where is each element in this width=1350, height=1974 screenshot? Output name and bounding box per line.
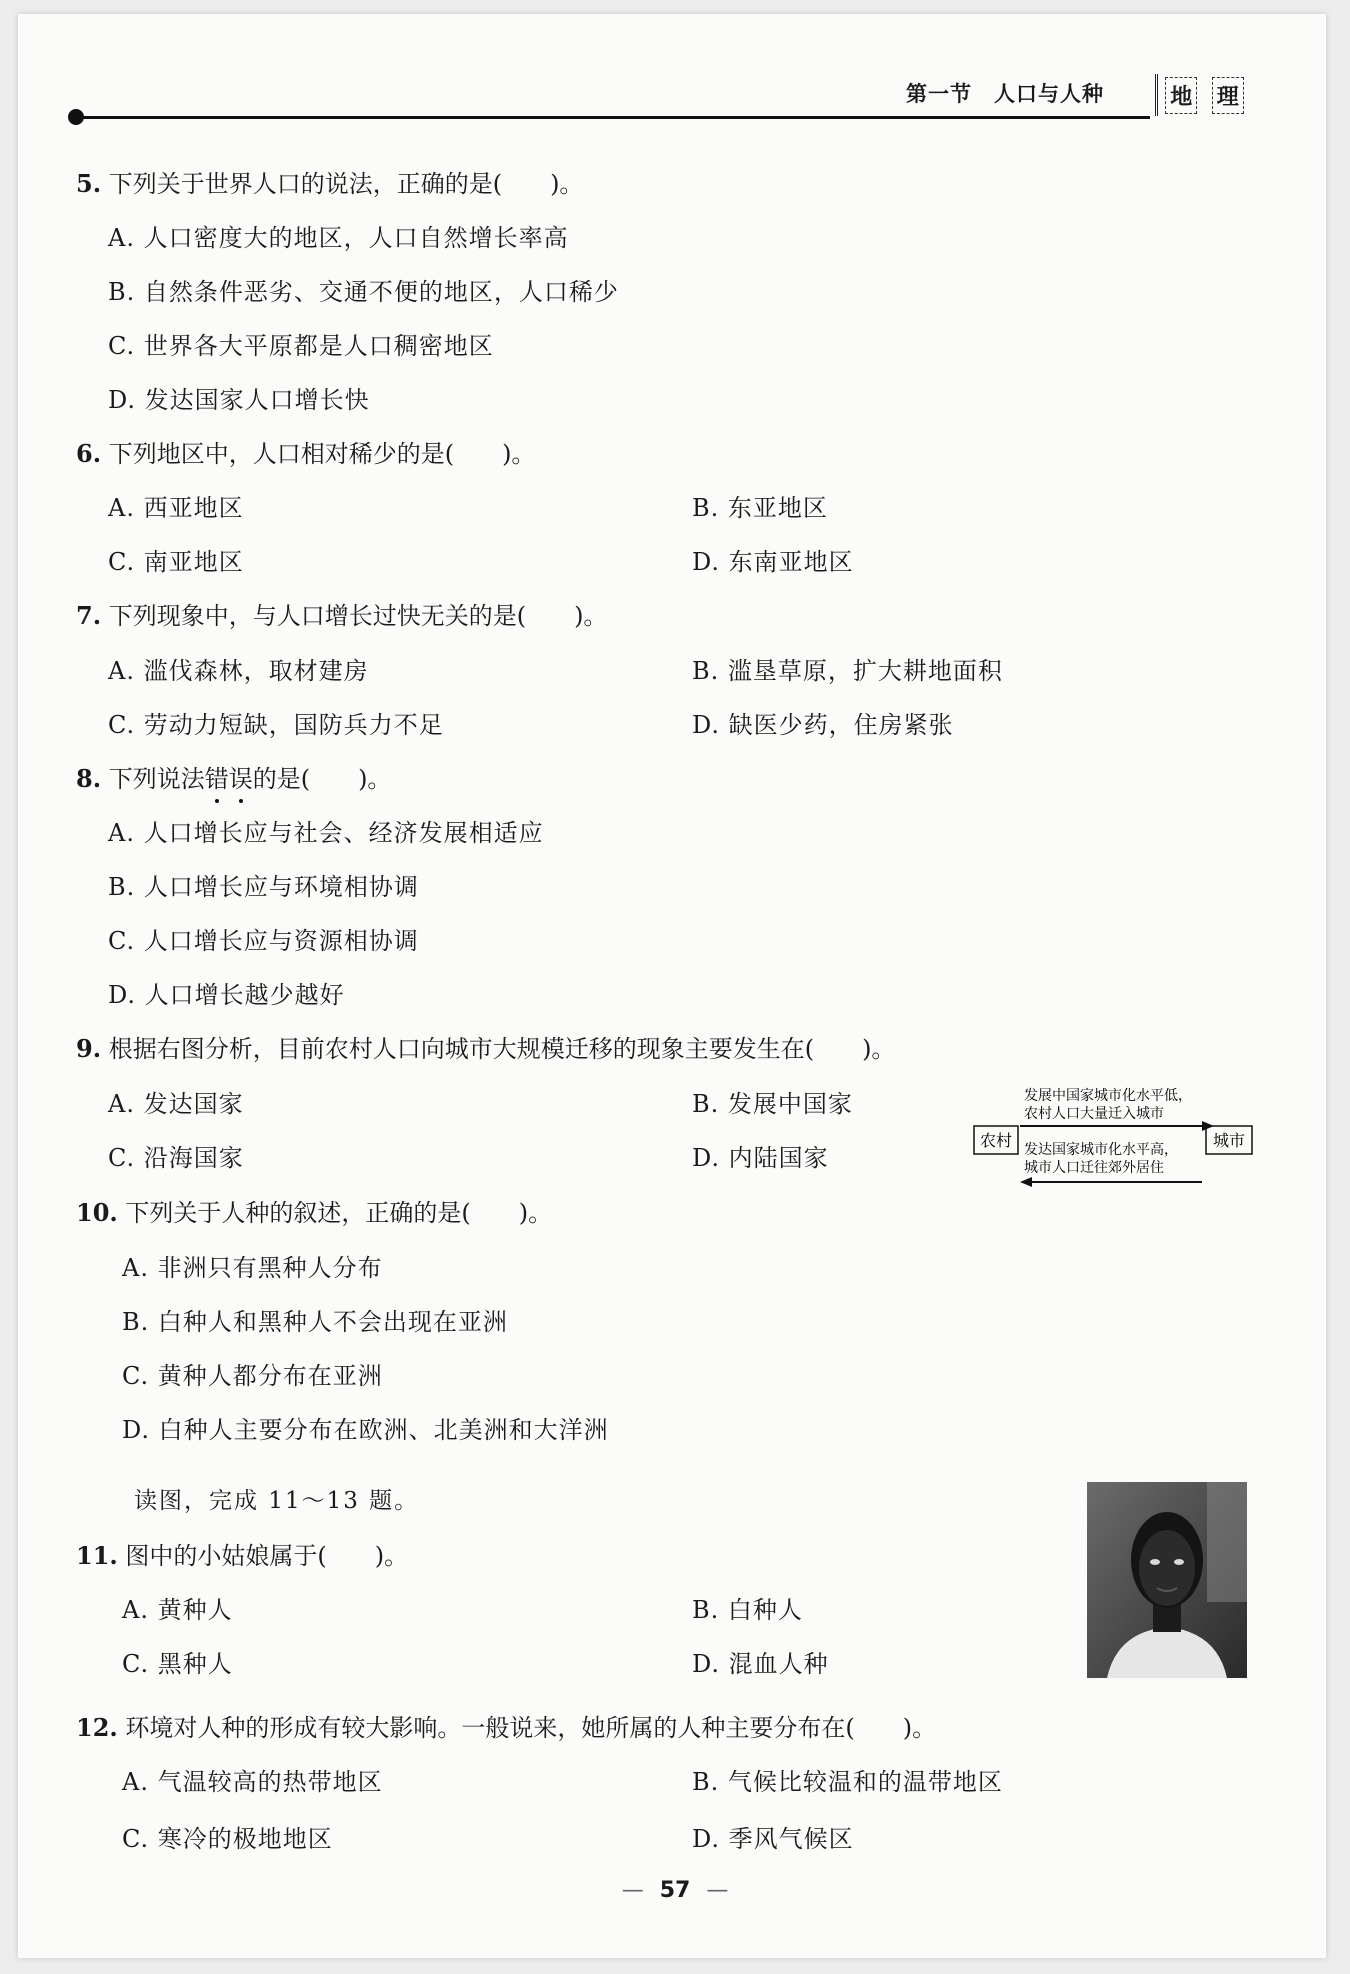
option-c: C. 黄种人都分布在亚洲 — [122, 1362, 383, 1390]
question-stem: 环境对人种的形成有较大影响。一般说来，她所属的人种主要分布在( )。 — [125, 1714, 937, 1742]
arrow-head-left-icon — [1020, 1177, 1032, 1187]
option-d: D. 发达国家人口增长快 — [108, 386, 370, 414]
subject-char-1: 地 — [1165, 77, 1197, 114]
question-stem: 根据右图分析，目前农村人口向城市大规模迁移的现象主要发生在( )。 — [108, 1035, 896, 1063]
option-a: A. 人口密度大的地区，人口自然增长率高 — [108, 224, 569, 252]
option-a: A. 黄种人 — [122, 1596, 233, 1624]
option-a: A. 发达国家 — [108, 1090, 244, 1118]
subject-char-2: 理 — [1212, 77, 1244, 114]
option-d: D. 白种人主要分布在欧洲、北美洲和大洋洲 — [122, 1416, 609, 1444]
question-stem: 下列现象中，与人口增长过快无关的是( )。 — [108, 602, 608, 630]
question-10 — [76, 1193, 552, 1228]
option-a: A. 非洲只有黑种人分布 — [122, 1254, 383, 1282]
question-number: 7. — [76, 601, 102, 630]
question-number: 5. — [76, 169, 102, 198]
option-d: D. 东南亚地区 — [692, 548, 854, 576]
option-b: B. 发展中国家 — [692, 1090, 853, 1118]
diagram-top-line-2: 农村人口大量迁入城市 — [1024, 1105, 1164, 1121]
question-12 — [76, 1708, 936, 1743]
question-7 — [76, 596, 607, 631]
question-stem: 下列关于人种的叙述，正确的是( )。 — [125, 1199, 553, 1227]
option-b: B. 气候比较温和的温带地区 — [692, 1768, 1003, 1796]
emphasized-char: 错 — [204, 765, 229, 793]
stem-text: 的是( )。 — [252, 765, 392, 793]
option-c: C. 沿海国家 — [108, 1144, 244, 1172]
section-header — [906, 78, 1104, 108]
question-number: 6. — [76, 439, 102, 468]
header-rule — [78, 116, 1150, 119]
option-b: B. 人口增长应与环境相协调 — [108, 873, 419, 901]
option-a: A. 人口增长应与社会、经济发展相适应 — [108, 819, 544, 847]
option-c: C. 世界各大平原都是人口稠密地区 — [108, 332, 494, 360]
question-8 — [76, 759, 391, 794]
option-c: C. 劳动力短缺，国防兵力不足 — [108, 711, 444, 739]
diagram-bottom-line-1: 发达国家城市化水平高， — [1024, 1141, 1178, 1157]
rural-label: 农村 — [979, 1133, 1013, 1150]
emphasized-char: 误 — [228, 765, 253, 793]
question-6 — [76, 434, 535, 469]
question-number: 9. — [76, 1034, 102, 1063]
subject-label — [1155, 74, 1251, 116]
question-9 — [76, 1029, 895, 1064]
option-d: D. 季风气候区 — [692, 1825, 854, 1853]
section-title: 人口与人种 — [994, 81, 1104, 106]
option-d: D. 混血人种 — [692, 1650, 829, 1678]
option-a: A. 西亚地区 — [108, 494, 244, 522]
question-number: 10. — [76, 1198, 118, 1227]
question-stem: 下列地区中，人口相对稀少的是( )。 — [108, 440, 536, 468]
option-d: D. 内陆国家 — [692, 1144, 829, 1172]
question-11 — [76, 1536, 408, 1571]
option-a: A. 气温较高的热带地区 — [122, 1768, 383, 1796]
option-c: C. 人口增长应与资源相协调 — [108, 927, 419, 955]
question-number: 12. — [76, 1713, 118, 1742]
option-b: B. 白种人和黑种人不会出现在亚洲 — [122, 1308, 508, 1336]
option-d: D. 缺医少药，住房紧张 — [692, 711, 954, 739]
question-stem — [109, 765, 392, 793]
option-b: B. 滥垦草原，扩大耕地面积 — [692, 657, 1003, 685]
question-stem: 下列关于世界人口的说法，正确的是( )。 — [108, 170, 584, 198]
option-c: C. 寒冷的极地地区 — [122, 1825, 333, 1853]
diagram-bottom-line-2: 城市人口迁往郊外居住 — [1024, 1159, 1164, 1175]
option-b: B. 白种人 — [692, 1596, 803, 1624]
page-number-value: 57 — [659, 1878, 691, 1903]
question-stem: 图中的小姑娘属于( )。 — [125, 1542, 409, 1570]
option-c: C. 南亚地区 — [108, 548, 244, 576]
diagram-top-line-1: 发展中国家城市化水平低， — [1024, 1087, 1192, 1103]
city-label: 城市 — [1212, 1133, 1246, 1150]
section-number: 第一节 — [906, 81, 972, 106]
migration-diagram — [970, 1082, 1260, 1192]
stem-text: 下列说法 — [108, 765, 205, 793]
option-b: B. 东亚地区 — [692, 494, 828, 522]
page-number: — 57 — — [621, 1878, 729, 1903]
girl-photo — [1087, 1482, 1247, 1678]
question-5 — [76, 164, 583, 199]
option-c: C. 黑种人 — [122, 1650, 233, 1678]
question-number: 8. — [76, 764, 102, 793]
instruction-text: 读图，完成 11～13 题。 — [134, 1488, 420, 1514]
option-d: D. 人口增长越少越好 — [108, 981, 345, 1009]
option-b: B. 自然条件恶劣、交通不便的地区，人口稀少 — [108, 278, 619, 306]
question-number: 11. — [76, 1541, 118, 1570]
option-a: A. 滥伐森林，取材建房 — [108, 657, 369, 685]
